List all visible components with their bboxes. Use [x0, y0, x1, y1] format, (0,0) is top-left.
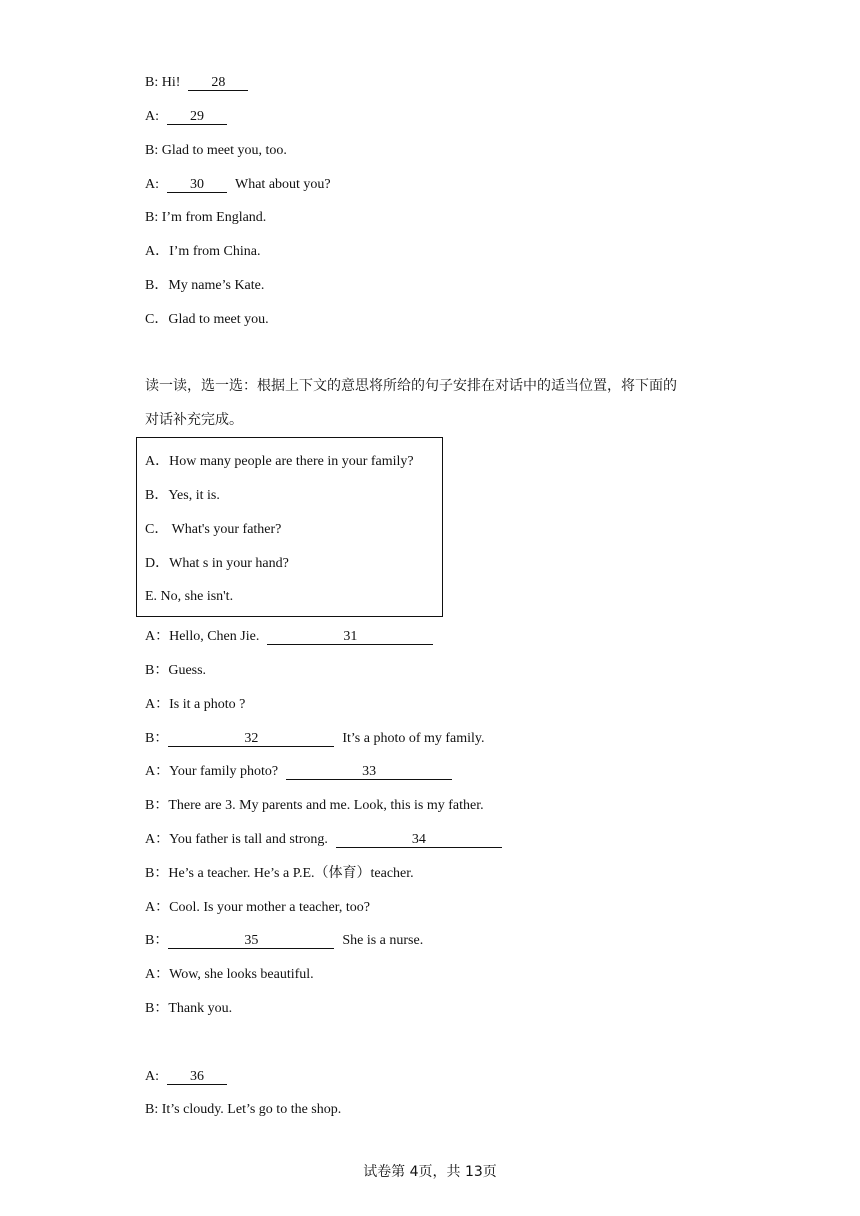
line-text: B: Hi!	[145, 75, 181, 90]
dialogue-line	[145, 1068, 227, 1086]
dialogue-line	[145, 763, 452, 781]
dialogue-line	[145, 966, 314, 984]
dialogue-line	[145, 628, 433, 646]
answer-blank[interactable]: 34	[336, 832, 502, 848]
line-text: B: It’s cloudy. Let’s go to the shop.	[145, 1102, 342, 1117]
dialogue-line	[145, 696, 245, 714]
dialogue-line	[145, 899, 370, 917]
dialogue-line	[145, 865, 414, 883]
options-box	[136, 437, 443, 617]
line-text: B：There are 3. My parents and me. Look, this is my father.	[145, 798, 484, 813]
line-text: A：Cool. Is your mother a teacher, too?	[145, 900, 370, 915]
dialogue-line	[145, 1101, 341, 1119]
option-item: E. No, she isn't.	[145, 589, 234, 604]
dialogue-line	[145, 176, 331, 194]
page-footer: 试卷第 4页，共 13页	[363, 1164, 497, 1180]
option-item: C．Glad to meet you.	[145, 312, 269, 327]
line-text: B：Guess.	[145, 663, 207, 678]
line-suffix: It’s a photo of my family.	[342, 731, 485, 746]
instruction-line-1: 读一读，选一选：根据上下文的意思将所给的句子安排在对话中的适当位置，将下面的	[145, 378, 677, 394]
option-item: D．What s in your hand?	[145, 556, 289, 571]
line-text: B: Glad to meet you, too.	[145, 143, 287, 158]
option-item: A．I’m from China.	[145, 244, 261, 259]
answer-blank[interactable]: 32	[168, 731, 334, 747]
dialogue-line	[145, 797, 484, 815]
dialogue-line	[145, 831, 502, 849]
option-item: B．My name’s Kate.	[145, 278, 265, 293]
line-suffix: What about you?	[235, 177, 331, 192]
dialogue-line	[145, 142, 287, 160]
option-item: C． What's your father?	[145, 522, 282, 537]
dialogue-line	[145, 730, 485, 748]
line-suffix: She is a nurse.	[342, 933, 424, 948]
answer-blank[interactable]: 30	[167, 177, 227, 193]
instruction-line-2: 对话补充完成。	[145, 412, 243, 428]
answer-blank[interactable]: 28	[188, 75, 248, 91]
line-text: B：He’s a teacher. He’s a P.E.（体育）teacher.	[145, 866, 414, 881]
line-text: A:	[145, 177, 159, 192]
line-text: B：Thank you.	[145, 1001, 233, 1016]
line-text: B: I’m from England.	[145, 210, 267, 225]
option-item: A．How many people are there in your family?	[145, 454, 414, 469]
line-text: A：Your family photo?	[145, 764, 279, 779]
line-text: A:	[145, 1069, 159, 1084]
dialogue-line	[145, 74, 248, 92]
dialogue-line	[145, 932, 423, 950]
line-text: A:	[145, 109, 159, 124]
answer-blank[interactable]: 36	[167, 1069, 227, 1085]
line-text: B：	[145, 731, 169, 746]
dialogue-line	[145, 209, 266, 227]
line-text: A：Is it a photo ?	[145, 697, 246, 712]
line-text: A：Wow, she looks beautiful.	[145, 967, 314, 982]
option-item: B．Yes, it is.	[145, 488, 220, 503]
line-text: A：Hello, Chen Jie.	[145, 629, 260, 644]
dialogue-line	[145, 1000, 232, 1018]
dialogue-line	[145, 662, 206, 680]
answer-blank[interactable]: 35	[168, 933, 334, 949]
dialogue-line	[145, 108, 227, 126]
answer-blank[interactable]: 29	[167, 109, 227, 125]
line-text: B：	[145, 933, 169, 948]
line-text: A：You father is tall and strong.	[145, 832, 328, 847]
answer-blank[interactable]: 31	[267, 629, 433, 645]
answer-blank[interactable]: 33	[286, 764, 452, 780]
